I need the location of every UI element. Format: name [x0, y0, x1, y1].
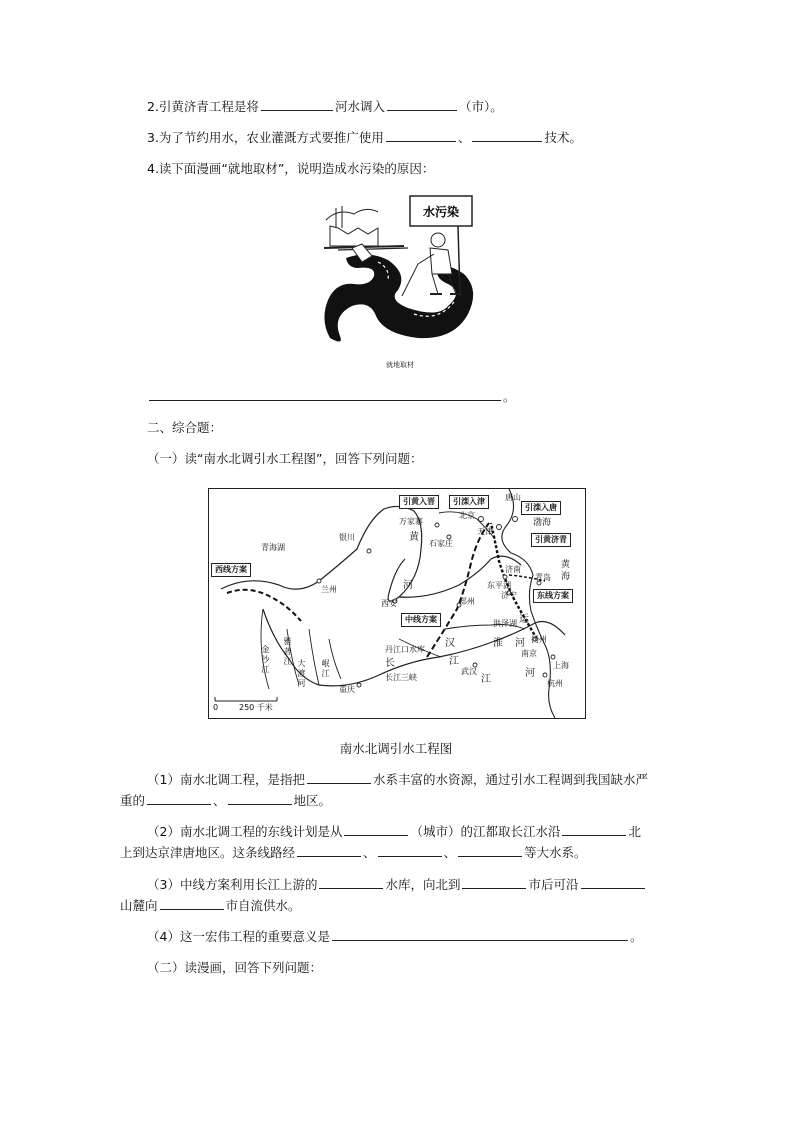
place-xian: 西安	[381, 599, 397, 608]
q2-text-a: 2.引黄济青工程是将	[147, 99, 259, 114]
place-danjiangkou: 丹江口水库	[385, 645, 425, 654]
river-label-hehe: 河	[515, 638, 525, 649]
subquestion-1-cont	[120, 792, 331, 810]
map-title: 南水北调引水工程图	[339, 741, 453, 756]
part-2-intro-text: （二）读漫画，回答下列问题：	[147, 960, 323, 975]
p3-text-c: 市后可沿	[528, 877, 579, 892]
p3-text-b: 水库，向北到	[385, 877, 461, 892]
map-drawing	[209, 489, 585, 718]
subquestion-3-cont	[120, 897, 301, 915]
river-label-yunhe: 河	[525, 668, 535, 679]
part-1-intro-text: （一）读“南水北调引水工程图”，回答下列问题：	[147, 451, 423, 466]
place-tianjin: 天津	[477, 527, 493, 536]
subquestion-3	[147, 876, 647, 894]
place-tangshan: 唐山	[505, 493, 521, 502]
label-zhongxian: 中线方案	[401, 613, 441, 627]
yellow-river	[221, 506, 521, 601]
q3-text-b: 、	[457, 130, 471, 145]
river-label-yalong: 雅砻江	[283, 637, 292, 666]
answer-blank[interactable]	[386, 129, 456, 142]
p2-text-a: （2）南水北调工程的东线计划是从	[147, 824, 343, 839]
place-hangzhou: 杭州	[547, 679, 563, 688]
place-dongping-lake: 东平湖	[487, 581, 511, 590]
place-shanghai: 上海	[553, 661, 569, 670]
label-yinhuang-qing: 引黄济青	[531, 533, 571, 547]
q2-text-c: （市）。	[458, 99, 503, 114]
river-label-chang: 长	[385, 658, 395, 669]
p1-text-c: 重的	[120, 793, 146, 808]
p2-text-c: 北	[628, 824, 641, 839]
answer-blank[interactable]	[472, 129, 542, 142]
label-yinluan-jin: 引滦入津	[449, 495, 489, 509]
place-jining: 济宁	[501, 591, 517, 600]
p2-text-b: （城市）的江都取长江水沿	[410, 824, 561, 839]
river-label-yun: 运	[519, 614, 529, 625]
place-wanjiazhai: 万家寨	[399, 517, 423, 526]
subquestion-2-cont	[120, 844, 587, 862]
part-1-intro	[147, 450, 422, 468]
p2-text-e: 、	[363, 845, 376, 860]
river-label-jinsha: 金沙江	[261, 645, 270, 674]
place-wuhan: 武汉	[461, 667, 477, 676]
place-yinchuan: 银川	[339, 533, 355, 542]
river-label-dadu: 大渡河	[297, 659, 306, 688]
question-3	[147, 129, 582, 147]
answer-blank[interactable]	[147, 792, 211, 805]
pollution-cartoon	[318, 188, 482, 368]
river-label-huai: 淮	[493, 638, 503, 649]
answer-blank[interactable]	[344, 823, 408, 836]
river-label-he: 河	[403, 580, 413, 591]
subquestion-1	[147, 771, 648, 789]
label-yinhuang-jin: 引黄入晋	[399, 495, 439, 509]
p1-text-a: （1）南水北调工程，是指把	[147, 772, 305, 787]
sign-text: 水污染	[422, 205, 460, 219]
q3-text-c: 技术。	[544, 130, 582, 145]
section-2-title	[147, 419, 222, 437]
answer-blank[interactable]	[378, 844, 442, 857]
p4-text-a: （4）这一宏伟工程的重要意义是	[147, 929, 330, 944]
p3-text-a: （3）中线方案利用长江上游的	[147, 877, 318, 892]
answer-blank[interactable]	[297, 844, 361, 857]
place-yangzhou: 扬州	[531, 635, 547, 644]
place-jinan: 济南	[505, 565, 521, 574]
factory-illustration	[324, 206, 408, 250]
q3-text-a: 3.为了节约用水，农业灌溉方式要推广使用	[147, 130, 384, 145]
river-label-jiang: 江	[449, 656, 459, 667]
place-zhengzhou: 郑州	[459, 597, 475, 606]
question-2	[147, 98, 503, 116]
q2-text-b: 河水调入	[334, 99, 385, 114]
p4-text-b: 。	[629, 929, 643, 944]
q4-text: 4.读下面漫画“就地取材”，说明造成水污染的原因：	[147, 161, 435, 176]
river-label-huang: 黄	[409, 532, 419, 543]
label-yinluan-tang: 引滦入唐	[521, 501, 561, 515]
p2-text-g: 等大水系。	[524, 845, 587, 860]
place-hongze-lake: 洪泽湖	[493, 619, 517, 628]
place-bohai: 渤海	[533, 518, 552, 528]
cartoon-caption: 就地取材	[386, 361, 414, 369]
place-qingdao: 青岛	[535, 573, 551, 582]
question-4	[147, 160, 434, 178]
river-label-min: 岷江	[321, 659, 330, 678]
part-2-intro	[147, 959, 322, 977]
answer-blank[interactable]	[581, 876, 645, 889]
place-huanghai: 黄海	[561, 560, 571, 582]
label-xixian: 西线方案	[211, 563, 251, 577]
western-route	[227, 590, 301, 621]
answer-blank[interactable]	[462, 876, 526, 889]
place-nanjing: 南京	[521, 649, 537, 658]
place-chongqing: 重庆	[339, 685, 355, 694]
q4-answer-line	[147, 388, 516, 406]
scale-zero: 0	[213, 703, 219, 712]
p1-text-e: 地区。	[293, 793, 332, 808]
river-label-han: 汉	[445, 638, 455, 649]
answer-blank[interactable]	[562, 823, 626, 836]
answer-blank[interactable]	[228, 792, 292, 805]
answer-blank[interactable]	[261, 98, 333, 111]
subquestion-4	[147, 928, 642, 946]
label-dongxian: 东线方案	[533, 589, 573, 603]
p3-text-e: 市自流供水。	[225, 898, 301, 913]
place-shijiazhuang: 石家庄	[429, 539, 453, 548]
answer-blank[interactable]	[160, 897, 224, 910]
subquestion-2	[147, 823, 641, 841]
scale-value: 250 千米	[239, 703, 273, 712]
answer-blank[interactable]	[149, 388, 501, 401]
section-title-text: 二、综合题：	[147, 420, 223, 435]
p2-text-f: 、	[443, 845, 457, 860]
answer-blank[interactable]	[319, 876, 383, 889]
place-three-gorges: 长江三峡	[385, 673, 417, 682]
place-beijing: 北京	[459, 511, 475, 520]
q4-answer-end: 。	[503, 389, 516, 404]
answer-blank[interactable]	[332, 928, 628, 941]
water-diversion-map	[208, 488, 586, 719]
place-qinghai-lake: 青海湖	[261, 543, 285, 552]
river-label-jiang2: 江	[481, 674, 491, 685]
p2-text-d: 上到达京津唐地区。这条线路经	[120, 845, 296, 860]
p1-text-b: 水系丰富的水资源，通过引水工程调到我国缺水严	[372, 772, 648, 787]
place-lanzhou: 兰州	[321, 585, 337, 594]
p3-text-d: 山麓向	[120, 898, 158, 913]
p1-text-d: 、	[213, 793, 226, 808]
answer-blank[interactable]	[458, 844, 522, 857]
answer-blank[interactable]	[307, 771, 371, 784]
answer-blank[interactable]	[387, 98, 457, 111]
person-illustration	[402, 233, 462, 296]
